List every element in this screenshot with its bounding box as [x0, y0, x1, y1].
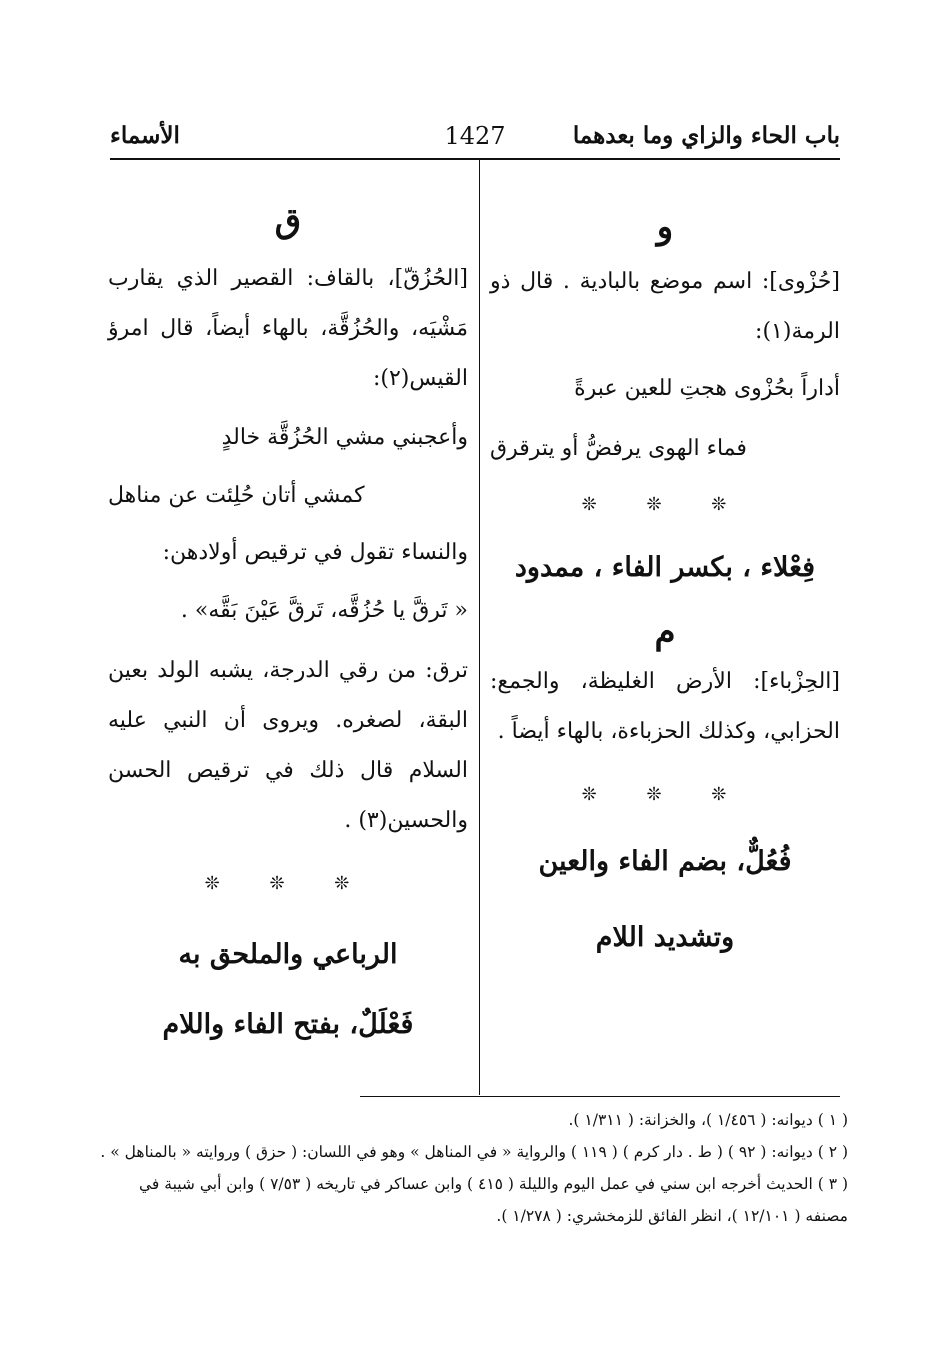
page-number: 1427	[444, 122, 506, 150]
page-header	[110, 118, 840, 158]
verse-1-first-hemistich: أداراً بحُزْوى هجتِ للعين عبرةً	[574, 376, 840, 401]
chapter-title: باب الحاء والزاي وما بعدهما	[572, 122, 840, 149]
explanation-taraqq: ترق: من رقي الدرجة، يشبه الولد بعين البقة، لصغره. ويروى أن النبي عليه السلام قال ذلك في ترقيص الحسن والحسين(٣) .	[108, 658, 468, 833]
verse-2-first-hemistich: وأعجبني مشي الحُزُقَّة خالدٍ	[221, 425, 468, 450]
left-column	[108, 160, 468, 1090]
column-divider	[479, 160, 480, 1095]
letter-qaf-heading: ق	[274, 201, 302, 241]
section-title: الأسماء	[110, 122, 180, 149]
heading-filaa: فِعْلاء ، بكسر الفاء ، ممدود	[514, 552, 816, 583]
entry-hazwa: [حُزْوى]: اسم موضع بالبادية . قال ذو الرمة(١):	[490, 269, 840, 344]
women-intro: والنساء تقول في ترقيص أولادهن:	[162, 540, 468, 565]
footnotes	[100, 1104, 848, 1232]
heading-rubai: الرباعي والملحق به	[178, 939, 398, 970]
footnote-2: ( ٢ ) ديوانه: ( ٩٢ ) ( ط . دار كرم ) ( ١١٩ ) والرواية « في المناهل » وهو في اللسان: ( حزق ) وروايته « بالمناهل » .	[100, 1143, 848, 1161]
right-column	[490, 160, 840, 1090]
letter-mim-heading: م	[654, 612, 676, 652]
entry-huzuqq: [الحُزُقّ]، بالقاف: القصير الذي يقارب مَشْيَه، والحُزُقَّة، بالهاء أيضاً، قال امرؤ القيس(٢):	[108, 266, 468, 391]
verse-2-second-hemistich: كمشي أتان حُلِئت عن مناهل	[108, 483, 365, 508]
heading-tashdid: وتشديد اللام	[595, 922, 735, 953]
heading-falal: فَعْلَلٌ، بفتح الفاء واللام	[162, 1009, 414, 1040]
footnote-3-line-1: ( ٣ ) الحديث أخرجه ابن سني في عمل اليوم والليلة ( ٤١٥ ) وابن عساكر في تاريخه ( ٧/٥٣ ) وابن أبي شيبة في	[139, 1175, 848, 1193]
verse-1-second-hemistich: فماء الهوى يرفضُّ أو يترقرق	[490, 436, 747, 461]
separator-stars: ❊ ❊ ❊	[204, 873, 372, 894]
separator-stars: ❊ ❊ ❊	[581, 784, 749, 805]
letter-waw-heading: و	[656, 207, 674, 247]
footnote-3-line-2: مصنفه ( ١٢/١٠١ )، انظر الفائق للزمخشري: ( ١/٢٧٨ ).	[496, 1207, 848, 1225]
entry-hizbaa: [الحِزْباء]: الأرض الغليظة، والجمع: الحزابي، وكذلك الحزباءة، بالهاء أيضاً .	[490, 669, 840, 744]
footnote-1: ( ١ ) ديوانه: ( ١/٤٥٦ )، والخزانة: ( ١/٣١١ ).	[568, 1111, 848, 1129]
heading-fuull: فُعُلٌّ، بضم الفاء والعين	[538, 846, 792, 877]
footnote-divider	[360, 1096, 840, 1097]
lullaby-saying: « تَرقَّ يا حُزُقَّه، تَرقَّ عَيْنَ بَقَّه» .	[180, 598, 468, 623]
separator-stars: ❊ ❊ ❊	[581, 494, 749, 515]
